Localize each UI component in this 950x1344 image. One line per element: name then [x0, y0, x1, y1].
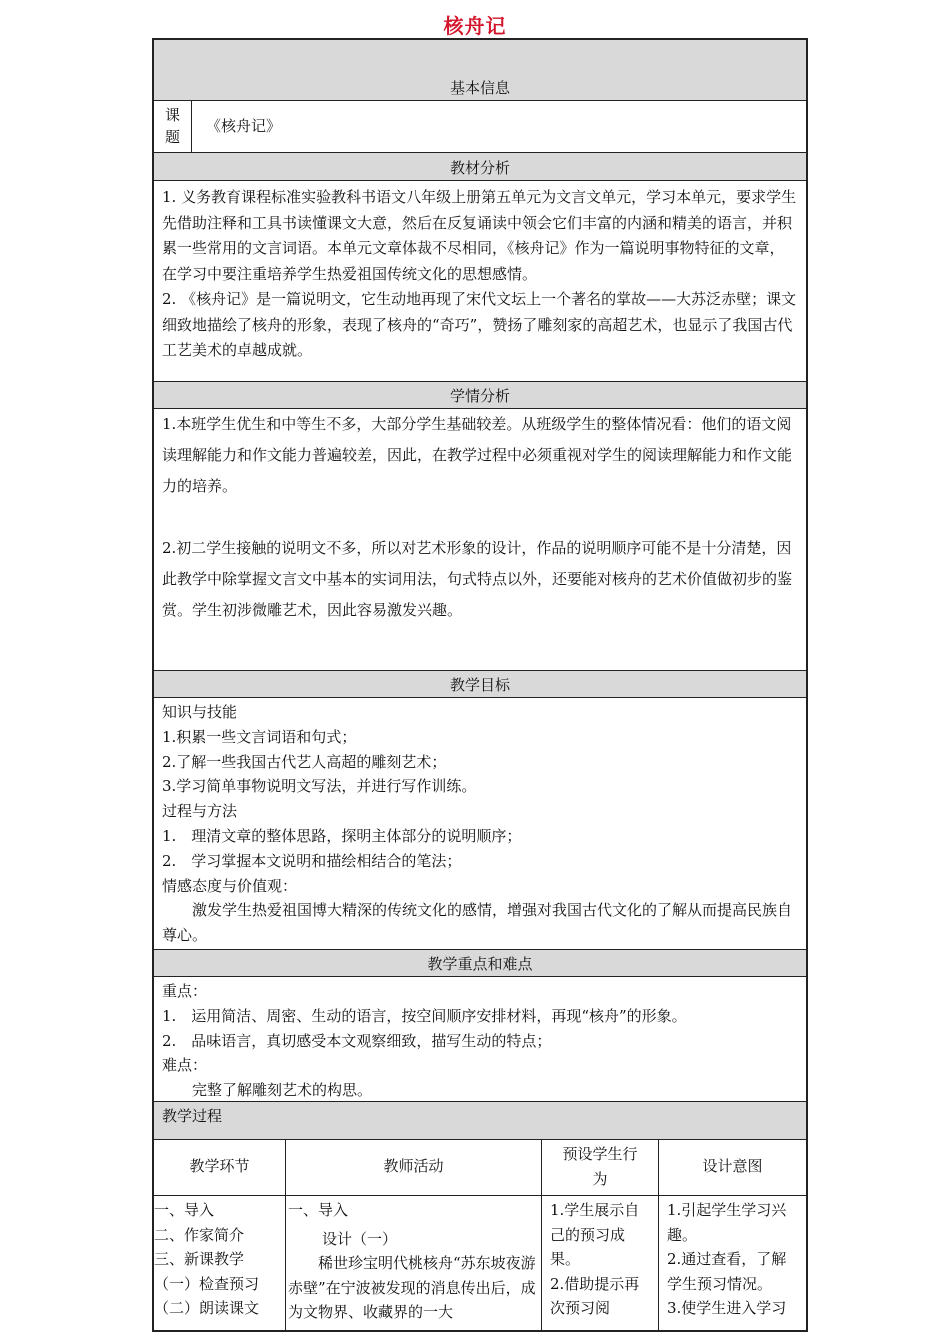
stage-item: 二、作家简介: [154, 1225, 245, 1244]
column-header-stage: 教学环节: [154, 1140, 286, 1195]
key-points-line: 难点：: [162, 1056, 208, 1075]
student-analysis-p2: 2.初二学生接触的说明文不多，所以对艺术形象的设计，作品的说明顺序可能不是十分清楚，因此教学中除掌握文言文中基本的实词用法，句式特点以外，还要能对核舟的艺术价值做初步的鉴赏。学生初涉微雕艺术，因此容易激发兴趣。: [162, 539, 793, 619]
key-points-header: 教学重点和难点: [154, 950, 806, 977]
basic-info-header-label: 基本信息: [449, 79, 510, 97]
design-intent-item: 3.使学生进入学习: [667, 1299, 787, 1318]
objectives-line: 知识与技能: [162, 703, 238, 721]
objectives-line: 3.学习简单事物说明文写法，并进行写作训练。: [162, 777, 477, 796]
stage-item: 三、新课教学: [154, 1250, 245, 1269]
subject-label: [154, 101, 192, 152]
design-intent-cell: [659, 1196, 806, 1332]
student-behavior-item: 2.借助提示再次预习阅: [550, 1274, 640, 1318]
objectives-header: 教学目标: [154, 671, 806, 698]
subject-label-line2: 题: [164, 128, 180, 146]
key-points-body: [154, 977, 806, 1102]
textbook-analysis-p1: 1. 义务教育课程标准实验教科书语文八年级上册第五单元为文言文单元，学习本单元，要求学生先借助注释和工具书读懂课文大意，然后在反复诵读中领会它们丰富的内涵和精美的语言，并积累一些常用的文言词语。本单元文章体裁不尽相同，《核舟记》作为一篇说明事物特征的文章，在学习中要注重培养学生热爱祖国传统文化的思想感情。: [162, 188, 797, 283]
textbook-analysis-header: 教材分析: [154, 153, 806, 181]
subject-row: [154, 101, 806, 153]
objectives-line: 激发学生热爱祖国博大精深的传统文化的感情，增强对我国古代文化的了解从而提高民族自尊心。: [162, 901, 793, 945]
key-points-line: 2. 品味语言，真切感受本文观察细致，描写生动的特点；: [162, 1031, 552, 1050]
lesson-plan-table: [152, 38, 808, 1332]
objectives-body: [154, 698, 806, 950]
design-intent-item: 2.通过查看，了解学生预习情况。: [667, 1250, 787, 1293]
teacher-activity-cell: [286, 1196, 542, 1332]
process-header: 教学过程: [154, 1102, 806, 1140]
stage-item: 一、导入: [154, 1201, 215, 1219]
student-analysis-header: 学情分析: [154, 382, 806, 409]
student-analysis-p1: 1.本班学生优生和中等生不多，大部分学生基础较差。从班级学生的整体情况看：他们的语文阅读理解能力和作文能力普遍较差，因此，在教学过程中必须重视对学生的阅读理解能力和作文能力的培养。: [162, 415, 793, 495]
subject-label-line1: 课: [164, 106, 180, 124]
objectives-line: 情感态度与价值观：: [162, 876, 298, 895]
objectives-line: 1.积累一些文言词语和句式；: [162, 727, 357, 746]
key-points-line: 完整了解雕刻艺术的构思。: [192, 1081, 373, 1100]
process-column-headers: [154, 1140, 806, 1196]
textbook-analysis-body: [154, 181, 806, 382]
stage-item: （二）朗读课文: [154, 1299, 260, 1318]
teacher-activity-line: 设计（一）: [322, 1229, 398, 1248]
stage-cell: [154, 1196, 286, 1332]
objectives-line: 2.了解一些我国古代艺人高超的雕刻艺术；: [162, 752, 447, 771]
subject-value: 《核舟记》: [206, 117, 282, 135]
objectives-line: 过程与方法: [162, 802, 238, 821]
student-analysis-body: [154, 409, 806, 671]
process-content-row: [154, 1196, 806, 1332]
column-header-student: [542, 1140, 659, 1195]
stage-item: （一）检查预习: [154, 1274, 260, 1293]
student-behavior-cell: [542, 1196, 659, 1332]
objectives-line: 1. 理清文章的整体思路，探明主体部分的说明顺序；: [162, 826, 522, 845]
objectives-line: 2. 学习掌握本文说明和描绘相结合的笔法；: [162, 851, 462, 870]
textbook-analysis-p2: 2. 《核舟记》是一篇说明文，它生动地再现了宋代文坛上一个著名的掌故——大苏泛赤壁；课文细致地描绘了核舟的形象，表现了核舟的“奇巧”，赞扬了雕刻家的高超艺术，也显示了我国古代工艺美术的卓越成就。: [162, 290, 797, 359]
document-title: 核舟记: [443, 14, 507, 38]
student-behavior-item: 1.学生展示自己的预习成果。: [550, 1201, 640, 1269]
key-points-line: 1. 运用简洁、周密、生动的语言，按空间顺序安排材料，再现“核舟”的形象。: [162, 1006, 687, 1025]
column-header-student-line1: 预设学生行: [562, 1145, 638, 1163]
design-intent-item: 1.引起学生学习兴趣。: [667, 1201, 787, 1244]
column-header-student-line2: 为: [592, 1170, 608, 1188]
basic-info-header: [154, 40, 806, 101]
teacher-activity-line: 一、导入: [288, 1201, 349, 1219]
key-points-line: 重点：: [162, 982, 208, 1000]
column-header-intent: 设计意图: [702, 1157, 763, 1175]
teacher-activity-line: 稀世珍宝明代桃核舟“苏东坡夜游赤壁”在宁波被发现的消息传出后，成为文物界、收藏界的一大: [288, 1254, 536, 1322]
column-header-teacher: 教师活动: [286, 1140, 542, 1195]
